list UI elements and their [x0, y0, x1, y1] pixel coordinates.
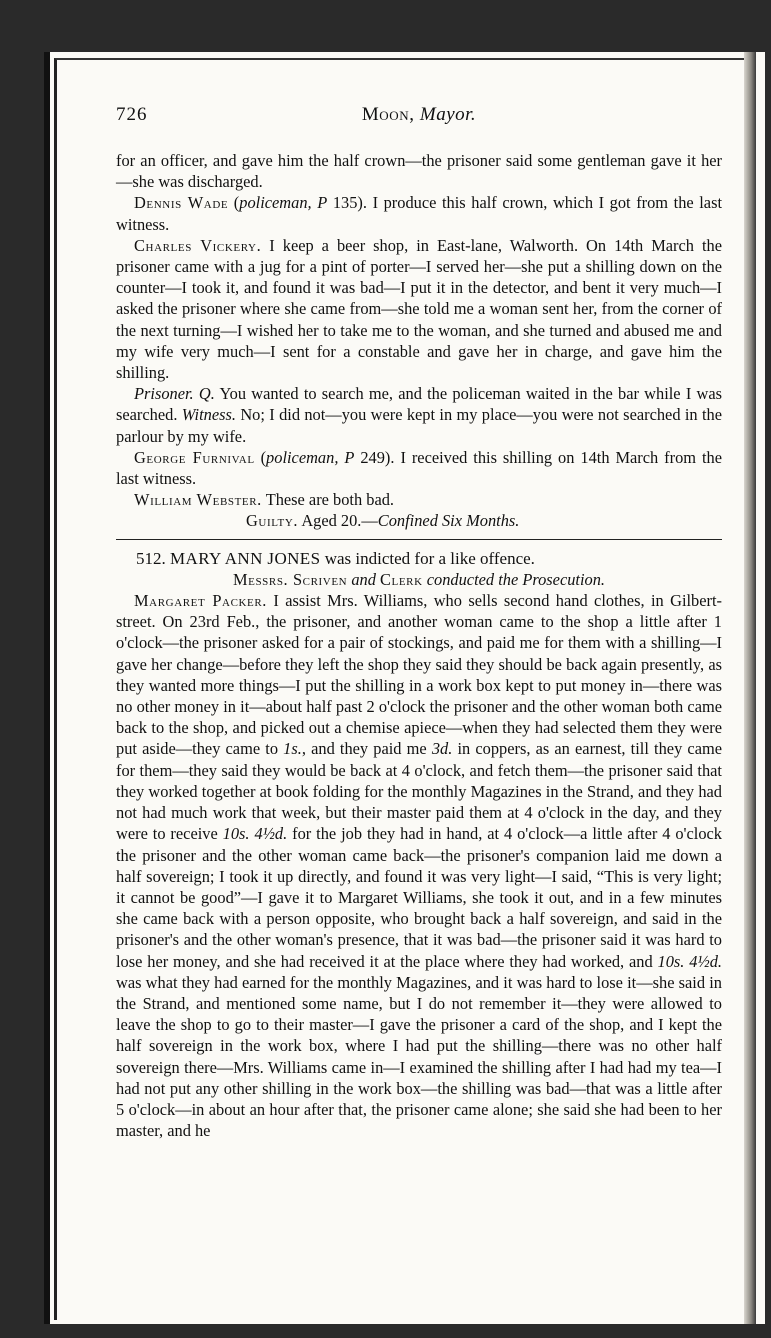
speaker-name: Dennis Wade: [134, 193, 229, 213]
counsel-line: [116, 569, 722, 590]
paren-open: (: [228, 193, 240, 213]
page-number: 726: [116, 104, 148, 125]
speaker-role-number: 249).: [354, 447, 401, 467]
verdict-sentence: Confined Six Months.: [377, 511, 520, 531]
counsel-name-1: Messrs. Scriven: [232, 569, 348, 589]
prisoner-question: [116, 383, 722, 447]
page-edge-shadow: [744, 52, 756, 1324]
paragraph-text: for an officer, and gave him the half crown—the prisoner said some gentleman gave it her—she was discharged.: [116, 151, 722, 192]
testimony-text: These are both bad.: [261, 490, 395, 510]
case-divider: [116, 539, 722, 540]
verdict-age: Aged 20.—: [298, 511, 378, 531]
testimony-george-furnival: [116, 447, 722, 489]
running-head-name: Moon,: [361, 104, 415, 125]
verdict-line: [116, 510, 722, 531]
speaker-name: Charles Vickery.: [134, 235, 262, 255]
testimony-dennis-wade: [116, 192, 722, 234]
case-number: 512.: [136, 548, 170, 568]
question-text: You wanted to search me, and the policeman waited in the bar while I was searched.: [116, 384, 722, 425]
testimony-text: , and they paid me: [301, 739, 432, 759]
speaker-role: policeman, P: [266, 447, 355, 467]
testimony-text: was what they had earned for the monthly Magazines, and it was hard to lose it—she said in the Strand, and mentioned some name, but I do not remember it—they were allowed to leave the shop to go to their master—I gave the prisoner a card of the shop, and I kept the half sovereign in the work box, where I had put the shilling—there was no other half sovereign there—Mrs. Williams came in—I examined the shilling after I had had my tea—I had not put any other shilling in the work box—the shilling was bad—that was a little after 5 o'clock—in about an hour after that, the prisoner came alone; she said she had been to her master, and he: [116, 972, 722, 1141]
case-title: [116, 548, 722, 569]
answer-text: No; I did not—you were kept in my place—you were not searched in the parlour by my wife.: [116, 405, 722, 446]
case-charge: was indicted for a like offence.: [320, 548, 535, 568]
page-text-block: [116, 104, 722, 1141]
money-amount: 10s. 4½d.: [222, 824, 288, 844]
testimony-text: in coppers, as an earnest, till they came for them—they said they would be back at 4 o'clock, and fetch them—the prisoner said that they worked together at book folding for the monthly Magazines in the Strand, and they had not had much work that week, but their master paid them at 4 o'clock in the day, and they were to receive: [116, 739, 722, 844]
testimony-text: I assist Mrs. Williams, who sells second hand clothes, in Gilbert-street. On 23rd Feb., the prisoner, and another woman came to the shop a little after 1 o'clock—the prisoner asked for a pair of stockings, and paid me for them with a shilling—I gave her change—before they left the shop they said they should be back again presently, as they wanted more things—I put the shilling in a work box kept to put money in—there was no other money in it—about half past 2 o'clock the prisoner and the other woman both came back to the shop, and picked out a chemise apiece—when they had selected them they were put aside—they came to: [116, 591, 722, 759]
running-head: [116, 104, 722, 125]
paren-open: (: [254, 447, 267, 467]
counsel-and: and: [347, 569, 380, 589]
question-label: Q.: [193, 384, 215, 404]
defendant-name: MARY ANN JONES: [170, 548, 321, 568]
money-amount: 10s. 4½d.: [657, 951, 722, 971]
speaker-name: Margaret Packer.: [134, 591, 268, 611]
speaker-role-number: 135).: [327, 193, 373, 213]
testimony-text: I produce this half crown, which I got from the last witness.: [116, 193, 723, 234]
testimony-text: I received this shilling on 14th March from the last witness.: [116, 447, 723, 489]
testimony-william-webster: [116, 489, 722, 510]
money-amount: 3d.: [431, 739, 453, 759]
testimony-charles-vickery: [116, 235, 722, 383]
verdict-label: Guilty.: [246, 511, 299, 531]
money-amount: 1s.: [283, 739, 302, 759]
counsel-conducted: conducted the Prosecution.: [422, 569, 606, 589]
testimony-text: I keep a beer shop, in East-lane, Walworth. On 14th March the prisoner came with a jug for a pint of porter—I served her—she put a shilling down on the counter—I took it, and found it was bad—I put it in the detector, and bent it very much—I asked the prisoner where she came from—she told me a woman sent her, from the corner of the next turning—I wished her to take me to the woman, and she turned and abused me and my wife very much—I sent for a constable and gave her in charge, and gave him the shilling.: [116, 235, 723, 383]
paragraph-continuation: [116, 150, 722, 192]
speaker-name: George Furnival: [134, 447, 255, 467]
testimony-margaret-packer: [116, 590, 722, 1141]
page-header: [116, 104, 722, 138]
speaker-name: William Webster.: [134, 490, 262, 510]
prisoner-label: Prisoner.: [134, 384, 194, 404]
speaker-role: policeman, P: [239, 193, 328, 213]
running-head-title: Mayor.: [419, 104, 477, 125]
witness-label: Witness.: [181, 405, 236, 425]
testimony-text: for the job they had in hand, at 4 o'clock—a little after 4 o'clock the prisoner and the other woman came back—the prisoner's companion laid me down a half sovereign; I took it up directly, and found it was very light—I said, “This is very light; it cannot be good”—I gave it to Margaret Williams, she took it out, and in a few minutes she came back with a person opposite, who brought back a half sovereign, and said in the prisoner's and the other woman's presence, that it was bad—the prisoner said it was hard to lose her money, and she had received it at the place where they had worked, and: [116, 824, 722, 971]
counsel-name-2: Clerk: [380, 569, 423, 589]
